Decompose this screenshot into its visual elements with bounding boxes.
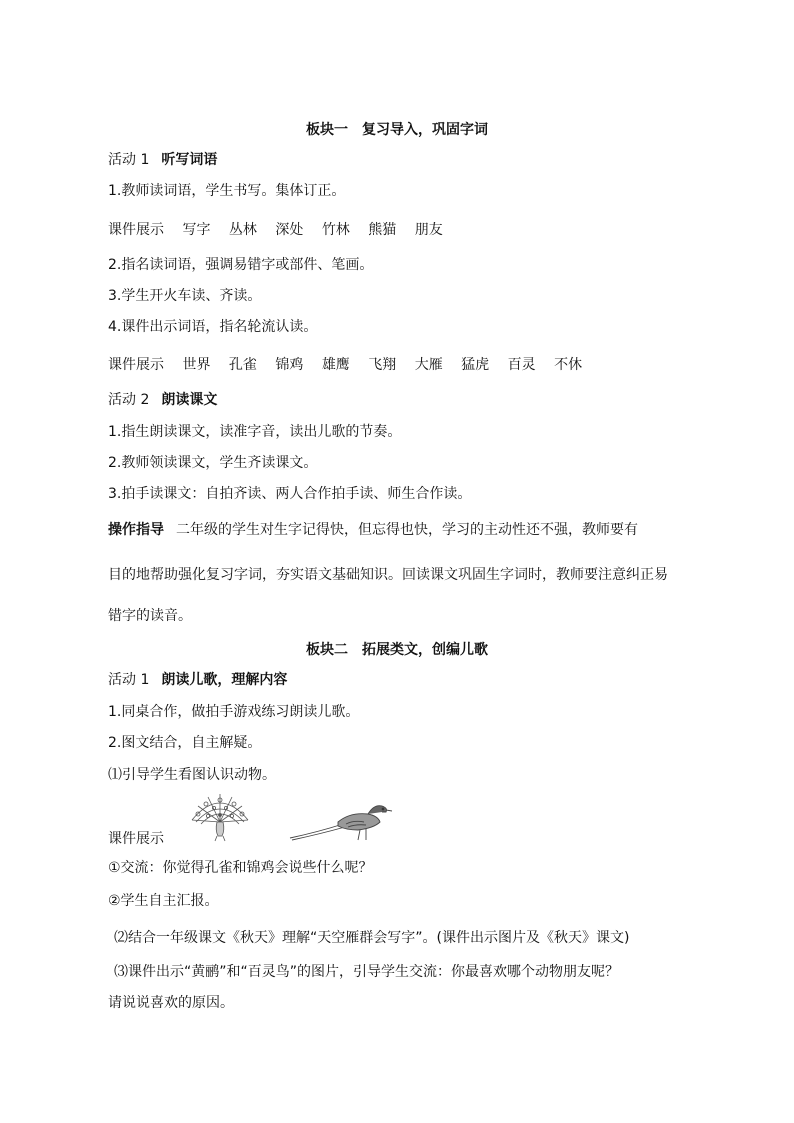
s2-activity1-heading xyxy=(108,670,287,690)
word: 竹林 xyxy=(321,222,350,238)
word: 世界 xyxy=(182,357,211,373)
word: 飞翔 xyxy=(368,357,397,373)
s2-sub3-line2: 请说说喜欢的原因。 xyxy=(108,995,234,1011)
activity2-name: 朗读课文 xyxy=(161,392,218,408)
activity1-heading xyxy=(108,150,217,170)
word: 深处 xyxy=(275,222,304,238)
activity1-step1: 1.教师读词语，学生书写。集体订正。 xyxy=(108,183,346,199)
s2-activity1-label: 活动 1 xyxy=(108,672,150,688)
section1-title: 板块一 复习导入，巩固字词 xyxy=(306,122,488,138)
word-display-1 xyxy=(108,220,457,240)
s2-step1: 1.同桌合作，做拍手游戏练习朗读儿歌。 xyxy=(108,704,360,720)
s2-q1: ①交流：你觉得孔雀和锦鸡会说些什么呢？ xyxy=(108,860,373,876)
word: 百灵 xyxy=(507,357,536,373)
guide-label: 操作指导 xyxy=(108,522,164,538)
activity2-heading xyxy=(108,390,217,410)
golden-pheasant-image xyxy=(288,800,394,842)
guide-line: 错字的读音。 xyxy=(108,608,192,624)
word: 朋友 xyxy=(414,222,443,238)
s2-sub3-line1: ⑶课件出示“黄鹂”和“百灵鸟”的图片，引导学生交流：你最喜欢哪个动物朋友呢？ xyxy=(114,964,620,980)
word: 熊猫 xyxy=(368,222,397,238)
activity1-step4: 4.课件出示词语，指名轮流认读。 xyxy=(108,319,318,335)
word: 丛林 xyxy=(228,222,257,238)
activity1-label: 活动 1 xyxy=(108,152,150,168)
guide-line: 目的地帮助强化复习字词，夯实语文基础知识。回读课文巩固生字词时，教师要注意纠正易 xyxy=(108,567,668,583)
word: 雄鹰 xyxy=(321,357,350,373)
s2-display-label: 课件展示 xyxy=(108,831,164,847)
section2-title: 板块二 拓展类文，创编儿歌 xyxy=(306,642,488,658)
word-display-2 xyxy=(108,355,596,375)
activity2-step2: 2.教师领读课文，学生齐读课文。 xyxy=(108,455,318,471)
activity1-step3: 3.学生开火车读、齐读。 xyxy=(108,288,262,304)
word: 不休 xyxy=(554,357,583,373)
word: 锦鸡 xyxy=(275,357,304,373)
s2-q2: ②学生自主汇报。 xyxy=(108,893,219,909)
word: 孔雀 xyxy=(228,357,257,373)
word: 猛虎 xyxy=(461,357,490,373)
activity2-step1: 1.指生朗读课文，读准字音，读出儿歌的节奏。 xyxy=(108,424,402,440)
s2-step2: 2.图文结合，自主解疑。 xyxy=(108,735,262,751)
activity1-name: 听写词语 xyxy=(161,152,218,168)
word: 大雁 xyxy=(414,357,443,373)
guide-line: 二年级的学生对生字记得快，但忘得也快，学习的主动性还不强，教师要有 xyxy=(176,522,638,538)
activity1-step2: 2.指名读词语，强调易错字或部件、笔画。 xyxy=(108,257,374,273)
peacock-image xyxy=(188,792,252,842)
activity2-label: 活动 2 xyxy=(108,392,150,408)
s2-sub2: ⑵结合一年级课文《秋天》理解“天空雁群会写字”。(课件出示图片及《秋天》课文) xyxy=(114,930,630,946)
s2-activity1-name: 朗读儿歌，理解内容 xyxy=(161,672,288,688)
word: 写字 xyxy=(182,222,211,238)
display-label: 课件展示 xyxy=(108,357,164,373)
activity2-step3: 3.拍手读课文：自拍齐读、两人合作拍手读、师生合作读。 xyxy=(108,486,472,502)
s2-sub1: ⑴引导学生看图认识动物。 xyxy=(108,767,276,783)
display-label: 课件展示 xyxy=(108,222,164,238)
